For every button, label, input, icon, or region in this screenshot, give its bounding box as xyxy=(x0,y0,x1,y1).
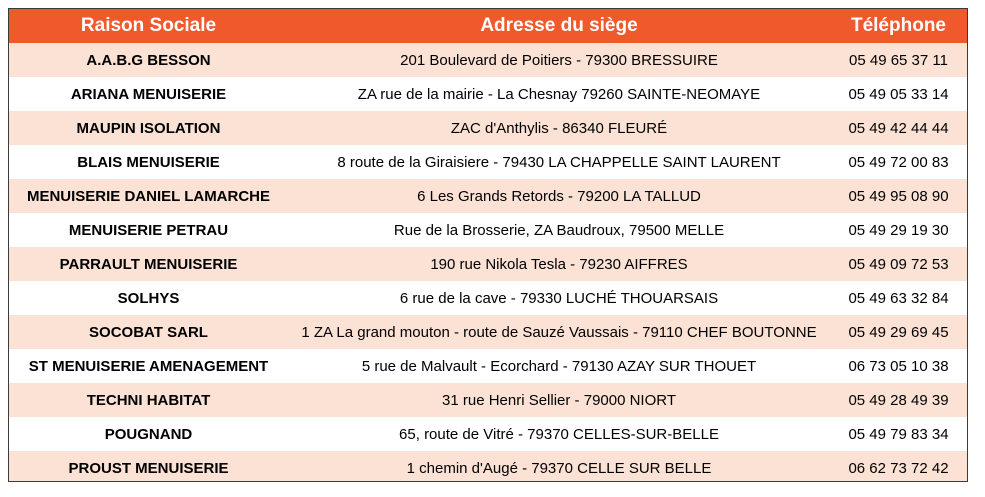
cell-telephone: 05 49 65 37 11 xyxy=(830,43,967,77)
cell-telephone: 05 49 05 33 14 xyxy=(830,77,967,111)
cell-raison-sociale: POUGNAND xyxy=(9,417,288,451)
cell-telephone: 05 49 28 49 39 xyxy=(830,383,967,417)
cell-telephone: 05 49 09 72 53 xyxy=(830,247,967,281)
cell-adresse: 1 ZA La grand mouton - route de Sauzé Vaussais - 79110 CHEF BOUTONNE xyxy=(288,315,830,349)
cell-raison-sociale: SOCOBAT SARL xyxy=(9,315,288,349)
table-row xyxy=(9,43,967,77)
table-row xyxy=(9,451,967,482)
cell-telephone: 05 49 63 32 84 xyxy=(830,281,967,315)
table-row xyxy=(9,247,967,281)
table-row xyxy=(9,417,967,451)
table-row xyxy=(9,111,967,145)
table-header xyxy=(9,9,967,43)
cell-adresse: ZA rue de la mairie - La Chesnay 79260 SAINTE-NEOMAYE xyxy=(288,77,830,111)
cell-adresse: ZAC d'Anthylis - 86340 FLEURÉ xyxy=(288,111,830,145)
cell-raison-sociale: ARIANA MENUISERIE xyxy=(9,77,288,111)
table-row xyxy=(9,145,967,179)
table-row xyxy=(9,315,967,349)
cell-adresse: Rue de la Brosserie, ZA Baudroux, 79500 MELLE xyxy=(288,213,830,247)
table-row xyxy=(9,281,967,315)
cell-telephone: 05 49 29 19 30 xyxy=(830,213,967,247)
companies-table xyxy=(9,9,967,482)
header-raison-sociale: Raison Sociale xyxy=(9,9,288,43)
cell-adresse: 5 rue de Malvault - Ecorchard - 79130 AZAY SUR THOUET xyxy=(288,349,830,383)
header-adresse: Adresse du siège xyxy=(288,9,830,43)
cell-adresse: 6 rue de la cave - 79330 LUCHÉ THOUARSAIS xyxy=(288,281,830,315)
cell-raison-sociale: BLAIS MENUISERIE xyxy=(9,145,288,179)
table-body xyxy=(9,43,967,482)
cell-adresse: 65, route de Vitré - 79370 CELLES-SUR-BELLE xyxy=(288,417,830,451)
cell-telephone: 05 49 72 00 83 xyxy=(830,145,967,179)
companies-table-frame xyxy=(8,8,968,482)
cell-raison-sociale: A.A.B.G BESSON xyxy=(9,43,288,77)
cell-raison-sociale: SOLHYS xyxy=(9,281,288,315)
cell-telephone: 05 49 29 69 45 xyxy=(830,315,967,349)
cell-adresse: 31 rue Henri Sellier - 79000 NIORT xyxy=(288,383,830,417)
cell-raison-sociale: MAUPIN ISOLATION xyxy=(9,111,288,145)
cell-raison-sociale: PROUST MENUISERIE xyxy=(9,451,288,482)
cell-raison-sociale: MENUISERIE DANIEL LAMARCHE xyxy=(9,179,288,213)
cell-telephone: 05 49 79 83 34 xyxy=(830,417,967,451)
table-row xyxy=(9,383,967,417)
cell-telephone: 05 49 42 44 44 xyxy=(830,111,967,145)
cell-raison-sociale: MENUISERIE PETRAU xyxy=(9,213,288,247)
header-row xyxy=(9,9,967,43)
header-telephone: Téléphone xyxy=(830,9,967,43)
table-row xyxy=(9,213,967,247)
cell-adresse: 190 rue Nikola Tesla - 79230 AIFFRES xyxy=(288,247,830,281)
table-row xyxy=(9,179,967,213)
cell-adresse: 201 Boulevard de Poitiers - 79300 BRESSUIRE xyxy=(288,43,830,77)
cell-raison-sociale: ST MENUISERIE AMENAGEMENT xyxy=(9,349,288,383)
cell-raison-sociale: PARRAULT MENUISERIE xyxy=(9,247,288,281)
cell-telephone: 05 49 95 08 90 xyxy=(830,179,967,213)
cell-telephone: 06 73 05 10 38 xyxy=(830,349,967,383)
cell-adresse: 8 route de la Giraisiere - 79430 LA CHAPPELLE SAINT LAURENT xyxy=(288,145,830,179)
cell-raison-sociale: TECHNI HABITAT xyxy=(9,383,288,417)
table-row xyxy=(9,77,967,111)
cell-adresse: 1 chemin d'Augé - 79370 CELLE SUR BELLE xyxy=(288,451,830,482)
cell-telephone: 06 62 73 72 42 xyxy=(830,451,967,482)
table-row xyxy=(9,349,967,383)
cell-adresse: 6 Les Grands Retords - 79200 LA TALLUD xyxy=(288,179,830,213)
